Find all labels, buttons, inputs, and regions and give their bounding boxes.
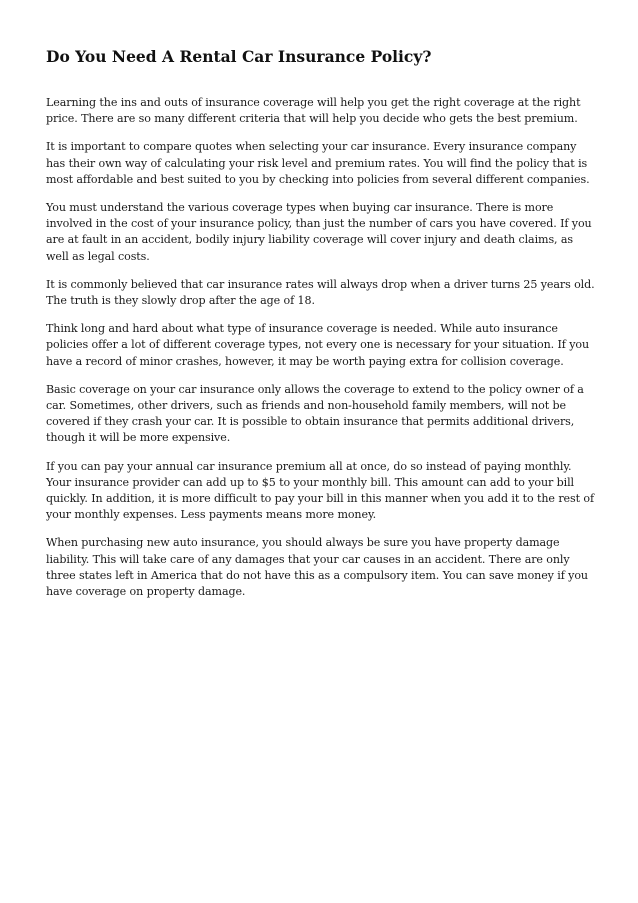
paragraph-4: It is commonly believed that car insurance rates will always drop when a driver turns 25 years old. The truth is they slowly drop after the age of 18. [46, 277, 595, 308]
document-page [46, 47, 596, 612]
paragraph-7: If you can pay your annual car insurance premium all at once, do so instead of paying monthly. Your insurance provider can add up to $5 to your monthly bill. This amount can add to your bill quickly. In addition, it is more difficult to pay your bill in this manner when you add it to the rest of your monthly expenses. Less payments means more money. [46, 459, 594, 522]
paragraph-8: When purchasing new auto insurance, you should always be sure you have property damage liability. This will take care of any damages that your car causes in an accident. There are only three states left in America that do not have this as a compulsory item. You can save money if you have coverage on property damage. [46, 536, 588, 599]
document-title: Do You Need A Rental Car Insurance Policy? [46, 47, 432, 66]
paragraph-2: It is important to compare quotes when selecting your car insurance. Every insurance company has their own way of calculating your risk level and premium rates. You will find the policy that is most affordable and best suited to you by checking into policies from several different companies. [46, 140, 590, 186]
paragraph-5: Think long and hard about what type of insurance coverage is needed. While auto insurance policies offer a lot of different coverage types, not every one is necessary for your situation. If you have a record of minor crashes, however, it may be worth paying extra for collision coverage. [46, 322, 590, 368]
paragraph-3: You must understand the various coverage types when buying car insurance. There is more involved in the cost of your insurance policy, than just the number of cars you have covered. If you are at fault in an accident, bodily injury liability coverage will cover injury and death claims, as well as legal costs. [46, 201, 592, 263]
paragraph-6: Basic coverage on your car insurance only allows the coverage to extend to the policy owner of a car. Sometimes, other drivers, such as friends and non-household family members, will not be covered if they crash your car. It is possible to obtain insurance that permits additional drivers, though it will be more expensive. [46, 382, 584, 445]
paragraph-1: Learning the ins and outs of insurance coverage will help you get the right coverage at the right price. There are so many different criteria that will help you decide who gets the best premium. [46, 96, 581, 126]
